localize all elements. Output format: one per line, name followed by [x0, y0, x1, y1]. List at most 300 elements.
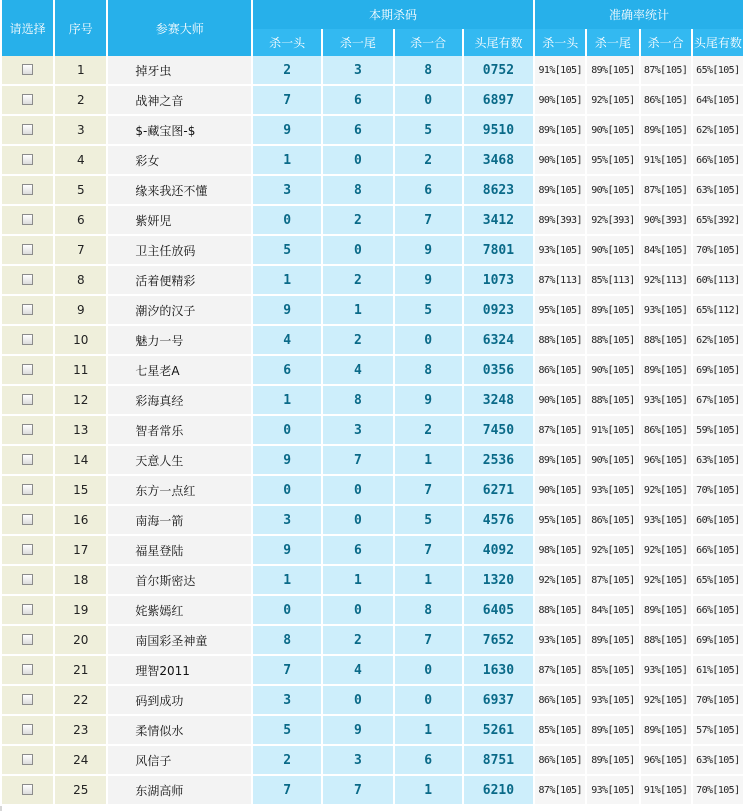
select-cell: [2, 236, 53, 266]
acc-head-value: 86%[105]: [535, 356, 585, 386]
row-index: 23: [55, 716, 106, 746]
select-cell: [2, 326, 53, 356]
table-row: [2, 296, 743, 326]
kill-tail-value: 2: [323, 626, 392, 656]
acc-tail-value: 87%[105]: [587, 566, 638, 596]
acc-tail-value: 95%[105]: [587, 146, 638, 176]
select-cell: [2, 356, 53, 386]
acc-head-value: 92%[105]: [535, 566, 585, 596]
acc-head-tail-value: 65%[105]: [693, 56, 743, 86]
acc-sum-value: 92%[113]: [641, 266, 691, 296]
head-tail-value: 8751: [464, 746, 533, 776]
master-name: 南国彩圣神童: [108, 626, 251, 656]
head-tail-value: 3412: [464, 206, 533, 236]
kill-tail-value: 6: [323, 536, 392, 566]
table-row: [2, 146, 743, 176]
kill-sum-value: 8: [395, 56, 462, 86]
acc-sum-value: 91%[105]: [641, 146, 691, 176]
kill-head-value: 2: [253, 56, 321, 86]
head-tail-value: 2536: [464, 446, 533, 476]
acc-head-tail-value: 65%[392]: [693, 206, 743, 236]
table-row: [2, 626, 743, 656]
row-index: 2: [55, 86, 106, 116]
head-tail-value: 6897: [464, 86, 533, 116]
row-checkbox[interactable]: [22, 334, 33, 345]
select-cell: [2, 116, 53, 146]
acc-head-tail-value: 65%[105]: [693, 566, 743, 596]
kill-head-value: 1: [253, 386, 321, 416]
header-head-tail: 头尾有数: [464, 29, 533, 56]
table-row: [2, 386, 743, 416]
acc-sum-value: 96%[105]: [641, 746, 691, 776]
acc-tail-value: 93%[105]: [587, 776, 638, 806]
acc-head-value: 87%[105]: [535, 416, 585, 446]
row-checkbox[interactable]: [22, 604, 33, 615]
acc-head-tail-value: 60%[113]: [693, 266, 743, 296]
kill-sum-value: 6: [395, 176, 462, 206]
row-checkbox[interactable]: [22, 154, 33, 165]
head-tail-value: 6405: [464, 596, 533, 626]
master-name: 彩海真经: [108, 386, 251, 416]
header-kill-head: 杀一头: [253, 29, 321, 56]
header-acc-head-tail: 头尾有数: [693, 29, 743, 56]
kill-tail-value: 2: [323, 206, 392, 236]
kill-tail-value: 1: [323, 296, 392, 326]
row-checkbox[interactable]: [22, 424, 33, 435]
kill-tail-value: 7: [323, 776, 392, 806]
row-checkbox[interactable]: [22, 784, 33, 795]
row-checkbox[interactable]: [22, 214, 33, 225]
acc-tail-value: 88%[105]: [587, 386, 638, 416]
table-body: [2, 56, 743, 806]
acc-head-tail-value: 70%[105]: [693, 236, 743, 266]
table-row: [2, 266, 743, 296]
acc-sum-value: 92%[105]: [641, 476, 691, 506]
row-index: 25: [55, 776, 106, 806]
acc-head-tail-value: 70%[105]: [693, 476, 743, 506]
head-tail-value: 1073: [464, 266, 533, 296]
master-name: 码到成功: [108, 686, 251, 716]
header-current-kill: 本期杀码: [253, 0, 533, 29]
table-row: [2, 56, 743, 86]
acc-sum-value: 92%[105]: [641, 566, 691, 596]
acc-tail-value: 89%[105]: [587, 56, 638, 86]
row-index: 3: [55, 116, 106, 146]
master-name: 东湖高师: [108, 776, 251, 806]
acc-head-tail-value: 62%[105]: [693, 326, 743, 356]
table-row: [2, 116, 743, 146]
table-row: [2, 236, 743, 266]
acc-tail-value: 93%[105]: [587, 476, 638, 506]
master-name: 战神之音: [108, 86, 251, 116]
acc-sum-value: 88%[105]: [641, 326, 691, 356]
kill-sum-value: 7: [395, 536, 462, 566]
kill-head-value: 0: [253, 206, 321, 236]
acc-tail-value: 92%[105]: [587, 536, 638, 566]
row-index: 10: [55, 326, 106, 356]
acc-head-value: 93%[105]: [535, 626, 585, 656]
row-index: 13: [55, 416, 106, 446]
acc-head-tail-value: 69%[105]: [693, 356, 743, 386]
select-cell: [2, 656, 53, 686]
head-tail-value: 4576: [464, 506, 533, 536]
acc-head-value: 89%[105]: [535, 446, 585, 476]
acc-head-value: 89%[393]: [535, 206, 585, 236]
row-index: 1: [55, 56, 106, 86]
kill-head-value: 1: [253, 566, 321, 596]
acc-head-tail-value: 70%[105]: [693, 776, 743, 806]
kill-sum-value: 9: [395, 266, 462, 296]
header-acc-head: 杀一头: [535, 29, 585, 56]
master-name: 天意人生: [108, 446, 251, 476]
kill-head-value: 6: [253, 356, 321, 386]
row-checkbox[interactable]: [22, 634, 33, 645]
acc-head-value: 95%[105]: [535, 296, 585, 326]
head-tail-value: 3248: [464, 386, 533, 416]
kill-sum-value: 9: [395, 236, 462, 266]
master-name: 南海一箭: [108, 506, 251, 536]
kill-tail-value: 0: [323, 686, 392, 716]
acc-head-value: 90%[105]: [535, 146, 585, 176]
acc-tail-value: 90%[105]: [587, 116, 638, 146]
acc-head-tail-value: 63%[105]: [693, 446, 743, 476]
kill-sum-value: 7: [395, 476, 462, 506]
acc-head-value: 87%[105]: [535, 776, 585, 806]
acc-head-tail-value: 70%[105]: [693, 686, 743, 716]
acc-tail-value: 90%[105]: [587, 236, 638, 266]
table-row: [2, 356, 743, 386]
acc-head-value: 98%[105]: [535, 536, 585, 566]
acc-tail-value: 89%[105]: [587, 746, 638, 776]
row-index: 20: [55, 626, 106, 656]
master-name: $-藏宝图-$: [108, 116, 251, 146]
acc-head-tail-value: 65%[112]: [693, 296, 743, 326]
row-index: 14: [55, 446, 106, 476]
acc-sum-value: 84%[105]: [641, 236, 691, 266]
acc-sum-value: 96%[105]: [641, 446, 691, 476]
acc-sum-value: 93%[105]: [641, 506, 691, 536]
table-row: [2, 446, 743, 476]
head-tail-value: 7801: [464, 236, 533, 266]
row-index: 24: [55, 746, 106, 776]
acc-sum-value: 93%[105]: [641, 296, 691, 326]
kill-tail-value: 0: [323, 596, 392, 626]
acc-head-value: 89%[105]: [535, 176, 585, 206]
select-cell: [2, 746, 53, 776]
acc-tail-value: 90%[105]: [587, 446, 638, 476]
acc-head-tail-value: 66%[105]: [693, 536, 743, 566]
kill-tail-value: 3: [323, 56, 392, 86]
row-index: 18: [55, 566, 106, 596]
kill-sum-value: 2: [395, 146, 462, 176]
acc-tail-value: 89%[105]: [587, 716, 638, 746]
kill-tail-value: 4: [323, 656, 392, 686]
head-tail-value: 8623: [464, 176, 533, 206]
row-checkbox[interactable]: [22, 754, 33, 765]
acc-head-value: 86%[105]: [535, 686, 585, 716]
master-name: 卫主任放码: [108, 236, 251, 266]
row-checkbox[interactable]: [22, 64, 33, 75]
row-checkbox[interactable]: [22, 514, 33, 525]
acc-tail-value: 91%[105]: [587, 416, 638, 446]
acc-head-value: 95%[105]: [535, 506, 585, 536]
table-row: [2, 566, 743, 596]
table-row: [2, 476, 743, 506]
row-checkbox[interactable]: [22, 394, 33, 405]
kill-head-value: 4: [253, 326, 321, 356]
table-row: [2, 746, 743, 776]
master-name: 缘来我还不懂: [108, 176, 251, 206]
acc-head-value: 90%[105]: [535, 476, 585, 506]
acc-head-tail-value: 66%[105]: [693, 146, 743, 176]
head-tail-value: 5261: [464, 716, 533, 746]
select-cell: [2, 86, 53, 116]
kill-head-value: 9: [253, 116, 321, 146]
table-row: [2, 416, 743, 446]
row-checkbox[interactable]: [22, 184, 33, 195]
kill-sum-value: 0: [395, 686, 462, 716]
select-cell: [2, 506, 53, 536]
acc-head-value: 89%[105]: [535, 116, 585, 146]
master-name: 七星老A: [108, 356, 251, 386]
kill-sum-value: 2: [395, 416, 462, 446]
row-index: 4: [55, 146, 106, 176]
acc-head-tail-value: 69%[105]: [693, 626, 743, 656]
head-tail-value: 6324: [464, 326, 533, 356]
table-row: [2, 716, 743, 746]
acc-head-value: 88%[105]: [535, 326, 585, 356]
row-index: 6: [55, 206, 106, 236]
kill-tail-value: 2: [323, 326, 392, 356]
table-row: [2, 656, 743, 686]
kill-sum-value: 8: [395, 356, 462, 386]
kill-tail-value: 4: [323, 356, 392, 386]
acc-sum-value: 92%[105]: [641, 536, 691, 566]
select-cell: [2, 686, 53, 716]
acc-tail-value: 93%[105]: [587, 686, 638, 716]
acc-sum-value: 86%[105]: [641, 416, 691, 446]
select-cell: [2, 446, 53, 476]
kill-head-value: 9: [253, 296, 321, 326]
row-index: 12: [55, 386, 106, 416]
row-checkbox[interactable]: [22, 544, 33, 555]
select-cell: [2, 626, 53, 656]
kill-head-value: 1: [253, 266, 321, 296]
kill-tail-value: 1: [323, 566, 392, 596]
select-cell: [2, 536, 53, 566]
header-select: 请选择: [2, 0, 53, 56]
kill-sum-value: 1: [395, 716, 462, 746]
master-name: 理智2011: [108, 656, 251, 686]
master-name: 活着便精彩: [108, 266, 251, 296]
acc-sum-value: 92%[105]: [641, 686, 691, 716]
row-checkbox[interactable]: [22, 124, 33, 135]
kill-tail-value: 3: [323, 746, 392, 776]
kill-sum-value: 5: [395, 506, 462, 536]
table-row: [2, 326, 743, 356]
acc-sum-value: 93%[105]: [641, 386, 691, 416]
acc-head-tail-value: 60%[105]: [693, 506, 743, 536]
kill-sum-value: 7: [395, 206, 462, 236]
acc-head-tail-value: 57%[105]: [693, 716, 743, 746]
kill-sum-value: 0: [395, 326, 462, 356]
acc-tail-value: 89%[105]: [587, 626, 638, 656]
kill-tail-value: 8: [323, 176, 392, 206]
master-name: 紫妍児: [108, 206, 251, 236]
row-checkbox[interactable]: [22, 694, 33, 705]
row-index: 15: [55, 476, 106, 506]
kill-head-value: 7: [253, 776, 321, 806]
kill-tail-value: 0: [323, 146, 392, 176]
kill-head-value: 9: [253, 536, 321, 566]
row-checkbox[interactable]: [22, 724, 33, 735]
header-acc-sum: 杀一合: [641, 29, 691, 56]
select-cell: [2, 176, 53, 206]
header-accuracy: 准确率统计: [535, 0, 743, 29]
kill-head-value: 5: [253, 716, 321, 746]
acc-tail-value: 90%[105]: [587, 356, 638, 386]
acc-head-tail-value: 61%[105]: [693, 656, 743, 686]
row-checkbox[interactable]: [22, 574, 33, 585]
head-tail-value: 0356: [464, 356, 533, 386]
row-index: 11: [55, 356, 106, 386]
kill-head-value: 3: [253, 686, 321, 716]
row-index: 16: [55, 506, 106, 536]
kill-tail-value: 7: [323, 446, 392, 476]
acc-head-value: 90%[105]: [535, 386, 585, 416]
kill-sum-value: 1: [395, 566, 462, 596]
kill-sum-value: 7: [395, 626, 462, 656]
row-checkbox[interactable]: [22, 454, 33, 465]
head-tail-value: 4092: [464, 536, 533, 566]
head-tail-value: 7450: [464, 416, 533, 446]
acc-head-tail-value: 64%[105]: [693, 86, 743, 116]
master-name: 掉牙虫: [108, 56, 251, 86]
kill-head-value: 5: [253, 236, 321, 266]
kill-sum-value: 1: [395, 776, 462, 806]
acc-tail-value: 84%[105]: [587, 596, 638, 626]
row-checkbox[interactable]: [22, 274, 33, 285]
select-cell: [2, 296, 53, 326]
acc-tail-value: 85%[105]: [587, 656, 638, 686]
select-cell: [2, 146, 53, 176]
kill-tail-value: 0: [323, 236, 392, 266]
kill-head-value: 1: [253, 146, 321, 176]
kill-tail-value: 8: [323, 386, 392, 416]
acc-head-value: 90%[105]: [535, 86, 585, 116]
row-checkbox[interactable]: [22, 244, 33, 255]
head-tail-value: 6937: [464, 686, 533, 716]
header-kill-sum: 杀一合: [395, 29, 462, 56]
kill-sum-value: 8: [395, 596, 462, 626]
row-index: 19: [55, 596, 106, 626]
acc-head-value: 93%[105]: [535, 236, 585, 266]
select-cell: [2, 716, 53, 746]
kill-sum-value: 1: [395, 446, 462, 476]
acc-head-value: 87%[105]: [535, 656, 585, 686]
acc-sum-value: 91%[105]: [641, 776, 691, 806]
row-checkbox[interactable]: [22, 364, 33, 375]
select-cell: [2, 776, 53, 806]
acc-head-tail-value: 59%[105]: [693, 416, 743, 446]
kill-head-value: 3: [253, 176, 321, 206]
master-name: 姹紫嫣红: [108, 596, 251, 626]
acc-head-value: 88%[105]: [535, 596, 585, 626]
acc-head-value: 85%[105]: [535, 716, 585, 746]
master-name: 风信子: [108, 746, 251, 776]
row-checkbox[interactable]: [22, 484, 33, 495]
select-cell: [2, 566, 53, 596]
acc-tail-value: 85%[113]: [587, 266, 638, 296]
row-index: 17: [55, 536, 106, 566]
row-index: 22: [55, 686, 106, 716]
table-row: [2, 506, 743, 536]
row-checkbox[interactable]: [22, 664, 33, 675]
master-name: 东方一点红: [108, 476, 251, 506]
kill-head-value: 7: [253, 86, 321, 116]
head-tail-value: 1630: [464, 656, 533, 686]
acc-sum-value: 88%[105]: [641, 626, 691, 656]
acc-sum-value: 87%[105]: [641, 56, 691, 86]
header-kill-tail: 杀一尾: [323, 29, 392, 56]
kill-head-value: 0: [253, 476, 321, 506]
row-checkbox[interactable]: [22, 304, 33, 315]
kill-tail-value: 3: [323, 416, 392, 446]
acc-head-tail-value: 63%[105]: [693, 746, 743, 776]
head-tail-value: 0752: [464, 56, 533, 86]
acc-sum-value: 93%[105]: [641, 656, 691, 686]
kill-head-value: 9: [253, 446, 321, 476]
kill-tail-value: 0: [323, 506, 392, 536]
select-cell: [2, 596, 53, 626]
acc-sum-value: 86%[105]: [641, 86, 691, 116]
kill-head-value: 3: [253, 506, 321, 536]
acc-tail-value: 92%[105]: [587, 86, 638, 116]
master-name: 魅力一号: [108, 326, 251, 356]
master-name: 潮汐的汉子: [108, 296, 251, 326]
acc-head-tail-value: 62%[105]: [693, 116, 743, 146]
head-tail-value: 7652: [464, 626, 533, 656]
acc-tail-value: 89%[105]: [587, 296, 638, 326]
kill-head-value: 7: [253, 656, 321, 686]
acc-tail-value: 92%[393]: [587, 206, 638, 236]
row-index: 5: [55, 176, 106, 206]
row-checkbox[interactable]: [22, 94, 33, 105]
acc-sum-value: 89%[105]: [641, 356, 691, 386]
head-tail-value: 0923: [464, 296, 533, 326]
head-tail-value: 9510: [464, 116, 533, 146]
master-name: 彩女: [108, 146, 251, 176]
kill-head-value: 2: [253, 746, 321, 776]
select-cell: [2, 56, 53, 86]
acc-head-value: 87%[113]: [535, 266, 585, 296]
kill-tail-value: 6: [323, 86, 392, 116]
row-index: 21: [55, 656, 106, 686]
kill-tail-value: 2: [323, 266, 392, 296]
acc-head-tail-value: 63%[105]: [693, 176, 743, 206]
header-index: 序号: [55, 0, 106, 56]
row-index: 9: [55, 296, 106, 326]
head-tail-value: 6271: [464, 476, 533, 506]
kill-head-value: 8: [253, 626, 321, 656]
head-tail-value: 1320: [464, 566, 533, 596]
select-cell: [2, 206, 53, 236]
head-tail-value: 3468: [464, 146, 533, 176]
acc-head-value: 91%[105]: [535, 56, 585, 86]
acc-head-value: 86%[105]: [535, 746, 585, 776]
kill-tail-value: 0: [323, 476, 392, 506]
table-row: [2, 176, 743, 206]
